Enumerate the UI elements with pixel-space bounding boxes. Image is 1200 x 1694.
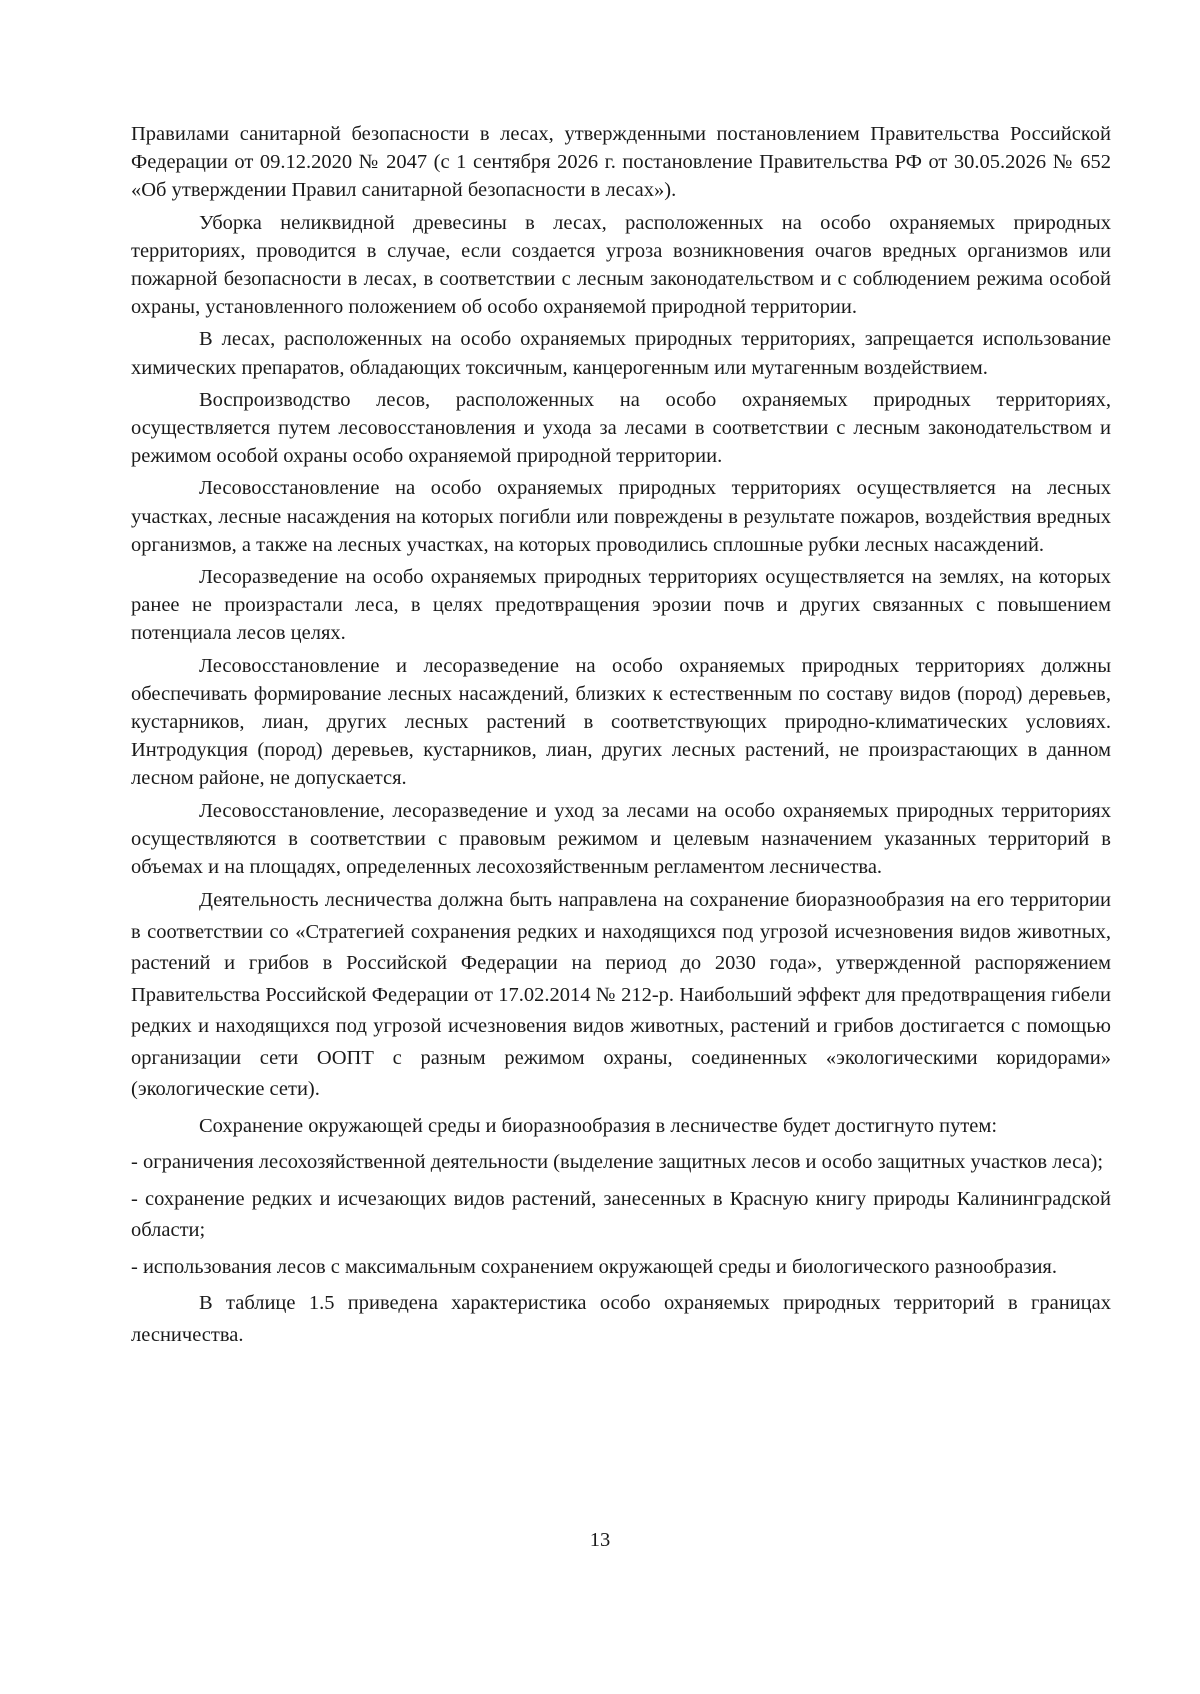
paragraph-legal-regime: Лесовосстановление, лесоразведение и уход за лесами на особо охраняемых природных территориях осуществляются в соответствии с правовым режимом и целевым назначением указанных территорий в объемах и на площадях, определенных лесохозяйственным регламентом лесничества. bbox=[131, 799, 1111, 879]
paragraph-afforestation: Лесоразведение на особо охраняемых природных территориях осуществляется на землях, на которых ранее не произрастали леса, в целях предотвращения эрозии почв и других связанных с повышением потенциала лесов целях. bbox=[131, 566, 1111, 645]
paragraph-sanitary-rules: Правилами санитарной безопасности в лесах, утвержденными постановлением Правительства Российской Федерации от 09.12.2020 № 2047 (с 1 сентября 2026 г. постановление Правительства РФ от 30.05.2026 № 652 «Об утверждении Правил санитарной безопасности в лесах»). bbox=[131, 123, 1111, 202]
page-number: 13 bbox=[589, 1529, 611, 1551]
paragraph-table-reference: В таблице 1.5 приведена характеристика особо охраняемых природных территорий в границах лесничества. bbox=[131, 1292, 1111, 1346]
paragraph-natural-composition: Лесовосстановление и лесоразведение на особо охраняемых природных территориях должны обеспечивать формирование лесных насаждений, близких к естественным по составу видов (пород) деревьев, кустарников, лиан, других лесных растений в соответствующих природно-климатических условиях. Интродукция (пород) деревьев, кустарников, лиан, других лесных растений, не произрастающих в данном лесном районе, не допускается. bbox=[131, 654, 1111, 790]
paragraph-reforestation: Лесовосстановление на особо охраняемых природных территориях осуществляется на лесных участках, лесные насаждения на которых погибли или повреждены в результате пожаров, воздействия вредных организмов, а также на лесных участках, на которых проводились сплошные рубки лесных насаждений. bbox=[131, 477, 1111, 556]
document-body bbox=[131, 120, 1111, 1355]
paragraph-biodiversity-strategy: Деятельность лесничества должна быть направлена на сохранение биоразнообразия на его территории в соответствии со «Стратегией сохранения редких и находящихся под угрозой исчезновения видов животных, растений и грибов в Российской Федерации на период до 2030 года», утвержденной распоряжением Правительства Российской Федерации от 17.02.2014 № 212-р. Наибольший эффект для предотвращения гибели редких и находящихся под угрозой исчезновения видов животных, растений и грибов достигается с помощью организации сети ООПТ с разным режимом охраны, соединенных «экологическими коридорами» (экологические сети). bbox=[131, 889, 1111, 1101]
paragraph-forest-reproduction: Воспроизводство лесов, расположенных на особо охраняемых природных территориях, осуществляется путем лесовосстановления и ухода за лесами в соответствии с лесным законодательством и режимом особой охраны особо охраняемой природной территории. bbox=[131, 388, 1111, 468]
paragraph-conservation-intro: Сохранение окружающей среды и биоразнообразия в лесничестве будет достигнуто путем: bbox=[199, 1114, 998, 1137]
paragraph-chemical-ban: В лесах, расположенных на особо охраняемых природных территориях, запрещается использование химических препаратов, обладающих токсичным, канцерогенным или мутагенным воздействием. bbox=[131, 328, 1111, 379]
list-item-restrict-activity: - ограничения лесохозяйственной деятельности (выделение защитных лесов и особо защитных участков леса); bbox=[131, 1151, 1104, 1174]
list-item-rare-species: - сохранение редких и исчезающих видов растений, занесенных в Красную книгу природы Калининградской области; bbox=[131, 1187, 1111, 1242]
paragraph-deadwood-removal: Уборка неликвидной древесины в лесах, расположенных на особо охраняемых природных территориях, проводится в случае, если создается угроза возникновения очагов вредных организмов или пожарной безопасности в лесах, в соответствии с лесным законодательством и с соблюдением режима особой охраны, установленного положением об особо охраняемой природной территории. bbox=[131, 211, 1111, 319]
list-item-forest-use: - использования лесов с максимальным сохранением окружающей среды и биологического разнообразия. bbox=[131, 1255, 1057, 1278]
